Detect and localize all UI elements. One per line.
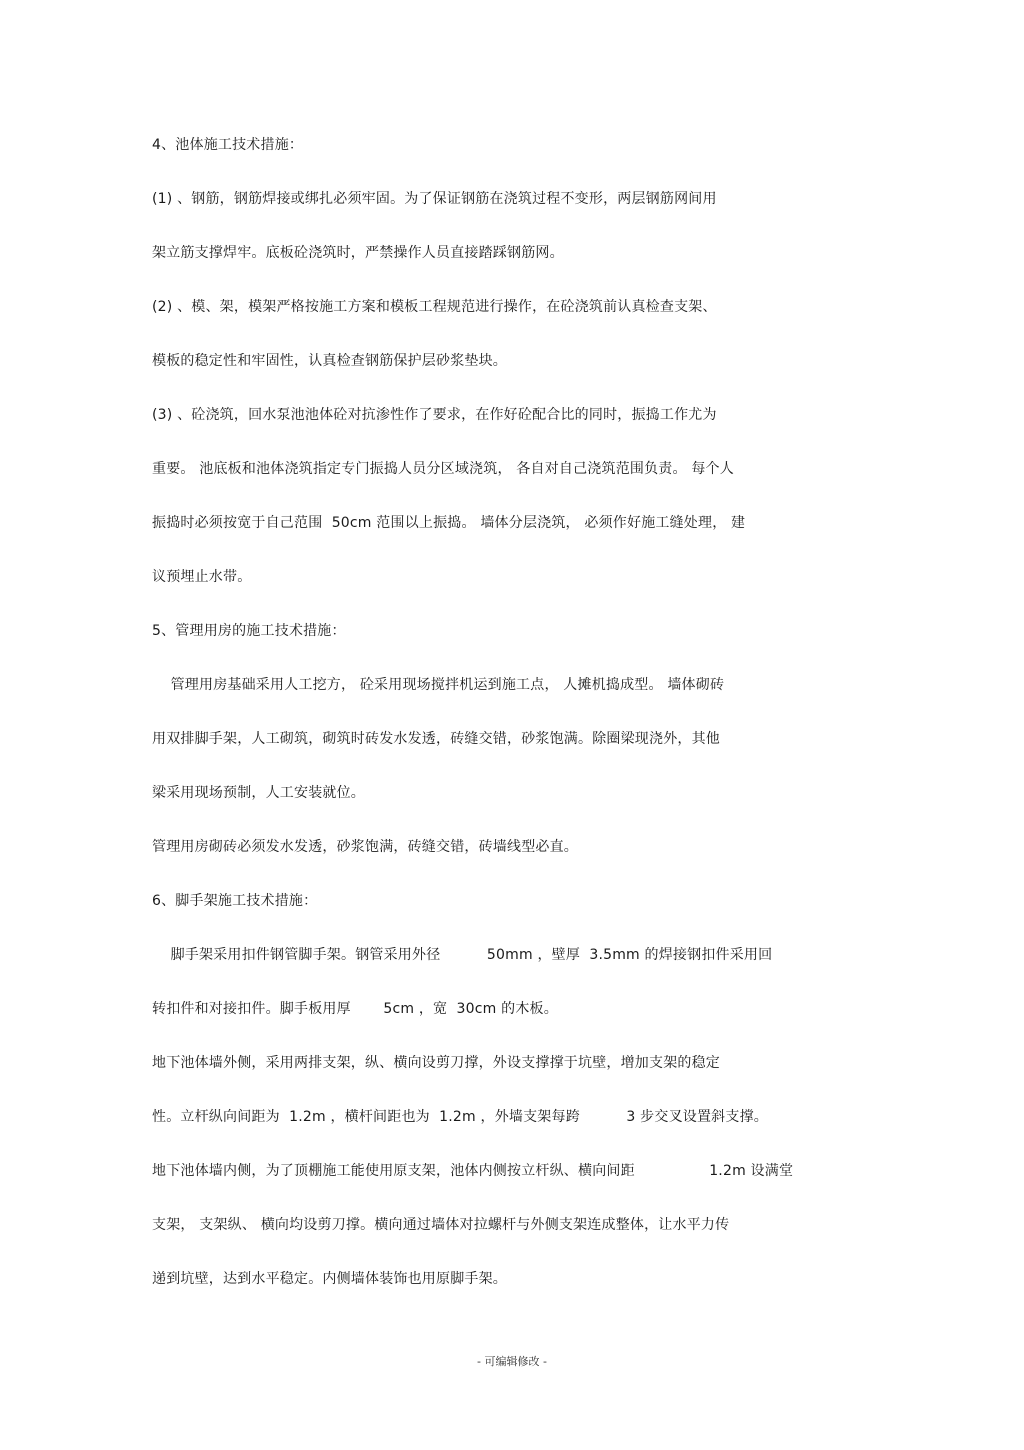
- heading-management-building: 5、管理用房的施工技术措施：: [152, 623, 346, 639]
- paragraph-line: (1) 、钢筋，钢筋焊接或绑扎必须牢固。为了保证钢筋在浇筑过程不变形，两层钢筋网间用: [152, 191, 717, 207]
- paragraph-line: 地下池体墙外侧，采用两排支架，纵、横向设剪刀撑，外设支撑撑于坑壁，增加支架的稳定: [152, 1055, 720, 1071]
- paragraph-line: 管理用房基础采用人工挖方， 砼采用现场搅拌机运到施工点， 人摊机捣成型。 墙体砌砖: [152, 677, 725, 693]
- paragraph-line: 议预埋止水带。: [152, 569, 252, 585]
- paragraph-line: (2) 、模、架，模架严格按施工方案和模板工程规范进行操作，在砼浇筑前认真检查支架、: [152, 299, 717, 315]
- heading-scaffolding: 6、脚手架施工技术措施：: [152, 893, 318, 909]
- paragraph-line: 支架， 支架纵、 横向均设剪刀撑。横向通过墙体对拉螺杆与外侧支架连成整体，让水平力传: [152, 1217, 730, 1233]
- paragraph-line: 振捣时必须按宽于自己范围 50cm 范围以上振捣。 墙体分层浇筑， 必须作好施工缝处理， 建: [152, 515, 746, 531]
- paragraph-line: 管理用房砌砖必须发水发透，砂浆饱满，砖缝交错，砖墙线型必直。: [152, 839, 578, 855]
- paragraph-line: 递到坑壁，达到水平稳定。内侧墙体装饰也用原脚手架。: [152, 1271, 507, 1287]
- page-footer: - 可编辑修改 -: [477, 1355, 547, 1368]
- paragraph-line: 转扣件和对接扣件。脚手板用厚 5cm ，宽 30cm 的木板。: [152, 1001, 558, 1017]
- paragraph-line: 地下池体墙内侧，为了顶棚施工能使用原支架，池体内侧按立杆纵、横向间距 1.2m 设满堂: [152, 1163, 794, 1179]
- paragraph-line: 性。立杆纵向间距为 1.2m ，横杆间距也为 1.2m ，外墙支架每跨 3 步交叉设置斜支撑。: [152, 1109, 768, 1125]
- paragraph-line: 脚手架采用扣件钢管脚手架。钢管采用外径 50mm ，壁厚 3.5mm 的焊接钢扣件采用回: [152, 947, 773, 963]
- paragraph-line: 架立筋支撑焊牢。底板砼浇筑时，严禁操作人员直接踏踩钢筋网。: [152, 245, 564, 261]
- paragraph-line: 梁采用现场预制，人工安装就位。: [152, 785, 365, 801]
- heading-pool-construction: 4、池体施工技术措施：: [152, 137, 304, 153]
- paragraph-line: (3) 、砼浇筑，回水泵池池体砼对抗渗性作了要求，在作好砼配合比的同时，振捣工作尤为: [152, 407, 717, 423]
- paragraph-line: 重要。 池底板和池体浇筑指定专门振捣人员分区域浇筑， 各自对自己浇筑范围负责。 每个人: [152, 461, 734, 477]
- paragraph-line: 用双排脚手架，人工砌筑，砌筑时砖发水发透，砖缝交错，砂浆饱满。除圈梁现浇外，其他: [152, 731, 720, 747]
- paragraph-line: 模板的稳定性和牢固性，认真检查钢筋保护层砂浆垫块。: [152, 353, 507, 369]
